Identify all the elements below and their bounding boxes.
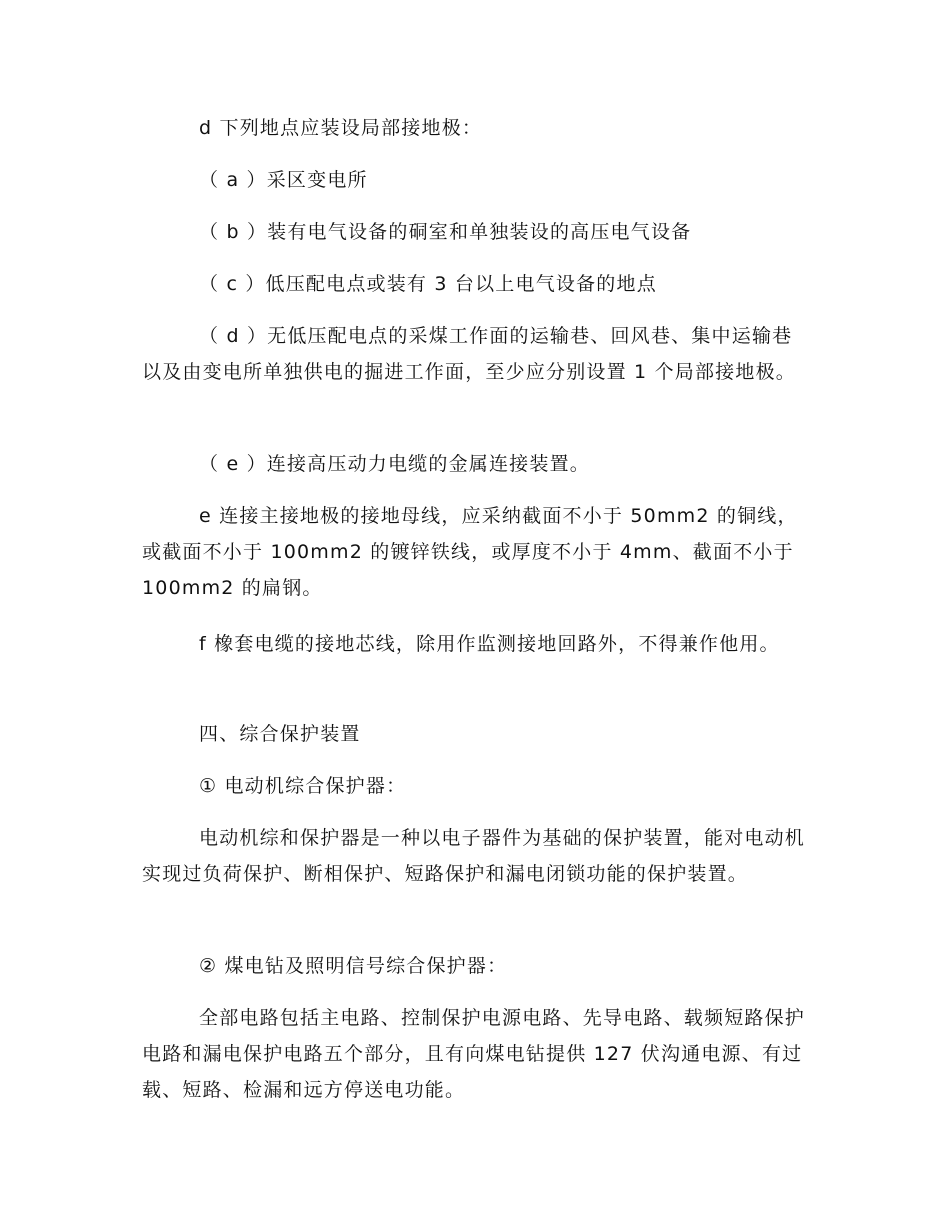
paragraph-item-a: （ a ）采区变电所 [199, 169, 368, 191]
paragraph-d-heading: d 下列地点应装设局部接地极： [199, 117, 483, 139]
paragraph-item-e: （ e ）连接高压动力电缆的金属连接装置。 [199, 453, 590, 475]
section-heading-protection: 四、综合保护装置 [199, 723, 361, 745]
paragraph-e-grounding-bus: e 连接主接地极的接地母线，应采纳截面不小于 50mm2 的铜线，或截面不小于 100mm2 的镀锌铁线，或厚度不小于 4mm、截面不小于 100mm2 的扁钢。 [142, 505, 798, 599]
paragraph-item-c: （ c ）低压配电点或装有 3 台以上电气设备的地点 [199, 273, 657, 295]
paragraph-motor-protector: 电动机综和保护器是一种以电子器件为基础的保护装置，能对电动机实现过负荷保护、断相保护、短路保护和漏电闭锁功能的保护装置。 [142, 827, 806, 885]
subheading-drill-lighting-protector: ② 煤电钻及照明信号综合保护器： [199, 955, 508, 977]
paragraph-drill-lighting-protector: 全部电路包括主电路、控制保护电源电路、先导电路、载频短路保护电路和漏电保护电路五个部分，且有向煤电钻提供 127 伏沟通电源、有过载、短路、检漏和远方停送电功能。 [142, 1007, 806, 1101]
paragraph-f-cable-core: f 橡套电缆的接地芯线，除用作监测接地回路外，不得兼作他用。 [199, 633, 780, 655]
paragraph-item-d: （ d ）无低压配电点的采煤工作面的运输巷、回风巷、集中运输巷以及由变电所单独供电的掘进工作面，至少应分别设置 1 个局部接地极。 [142, 325, 796, 383]
subheading-motor-protector: ① 电动机综合保护器： [199, 775, 407, 797]
paragraph-item-b: （ b ）装有电气设备的硐室和单独装设的高压电气设备 [199, 221, 692, 243]
